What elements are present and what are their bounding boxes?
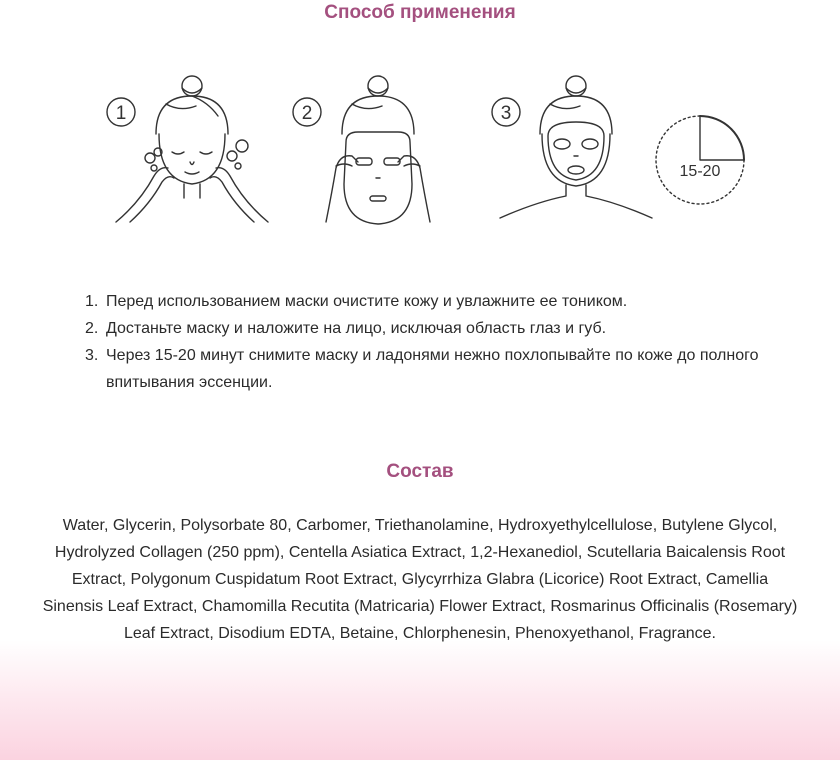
step-number: 1. [85,293,99,310]
step-number-1: 1 [115,103,127,124]
step-text: Достаньте маску и наложите на лицо, исключая область глаз и губ. [106,320,607,337]
step-text: Перед использованием маски очистите кожу и увлажните ее тоником. [106,293,628,310]
step-number-2: 2 [301,103,313,124]
usage-steps [85,288,785,396]
step-number: 2. [85,320,99,337]
usage-illustrations [96,72,756,242]
timer-label: 15-20 [679,163,721,180]
step-number-3: 3 [500,103,512,124]
usage-step-3 [85,342,785,396]
sheet-mask-application-icon [293,76,430,224]
mask-on-face-icon [492,76,652,218]
usage-step-1 [85,288,785,315]
composition-title: Состав [386,461,454,482]
usage-title: Способ применения [324,2,516,23]
ingredients-list: Water, Glycerin, Polysorbate 80, Carbomer, Triethanolamine, Hydroxyethylcellulose, Butylene Glycol, Hydrolyzed Collagen (250 ppm), Centella Asiatica Extract, 1,2-Hexanediol, Scutellaria Baicalensis Root Extract, Polygonum Cuspidatum Root Extract, Glycyrrhiza Glabra (Licorice) Root Extract, Camellia Sinensis Leaf Extract, Chamomilla Recutita (Matricaria) Flower Extract, Rosmarinus Officinalis (Rosemary) Leaf Extract, Disodium EDTA, Betaine, Chlorphenesin, Phenoxyethanol, Fragrance. [42,517,798,642]
step-number: 3. [85,347,99,364]
usage-step-2 [85,315,785,342]
face-washing-icon [107,76,268,222]
step-text: Через 15-20 минут снимите маску и ладонями нежно похлопывайте по коже до полного впитывания эссенции. [106,347,759,391]
timer-icon [656,116,744,204]
